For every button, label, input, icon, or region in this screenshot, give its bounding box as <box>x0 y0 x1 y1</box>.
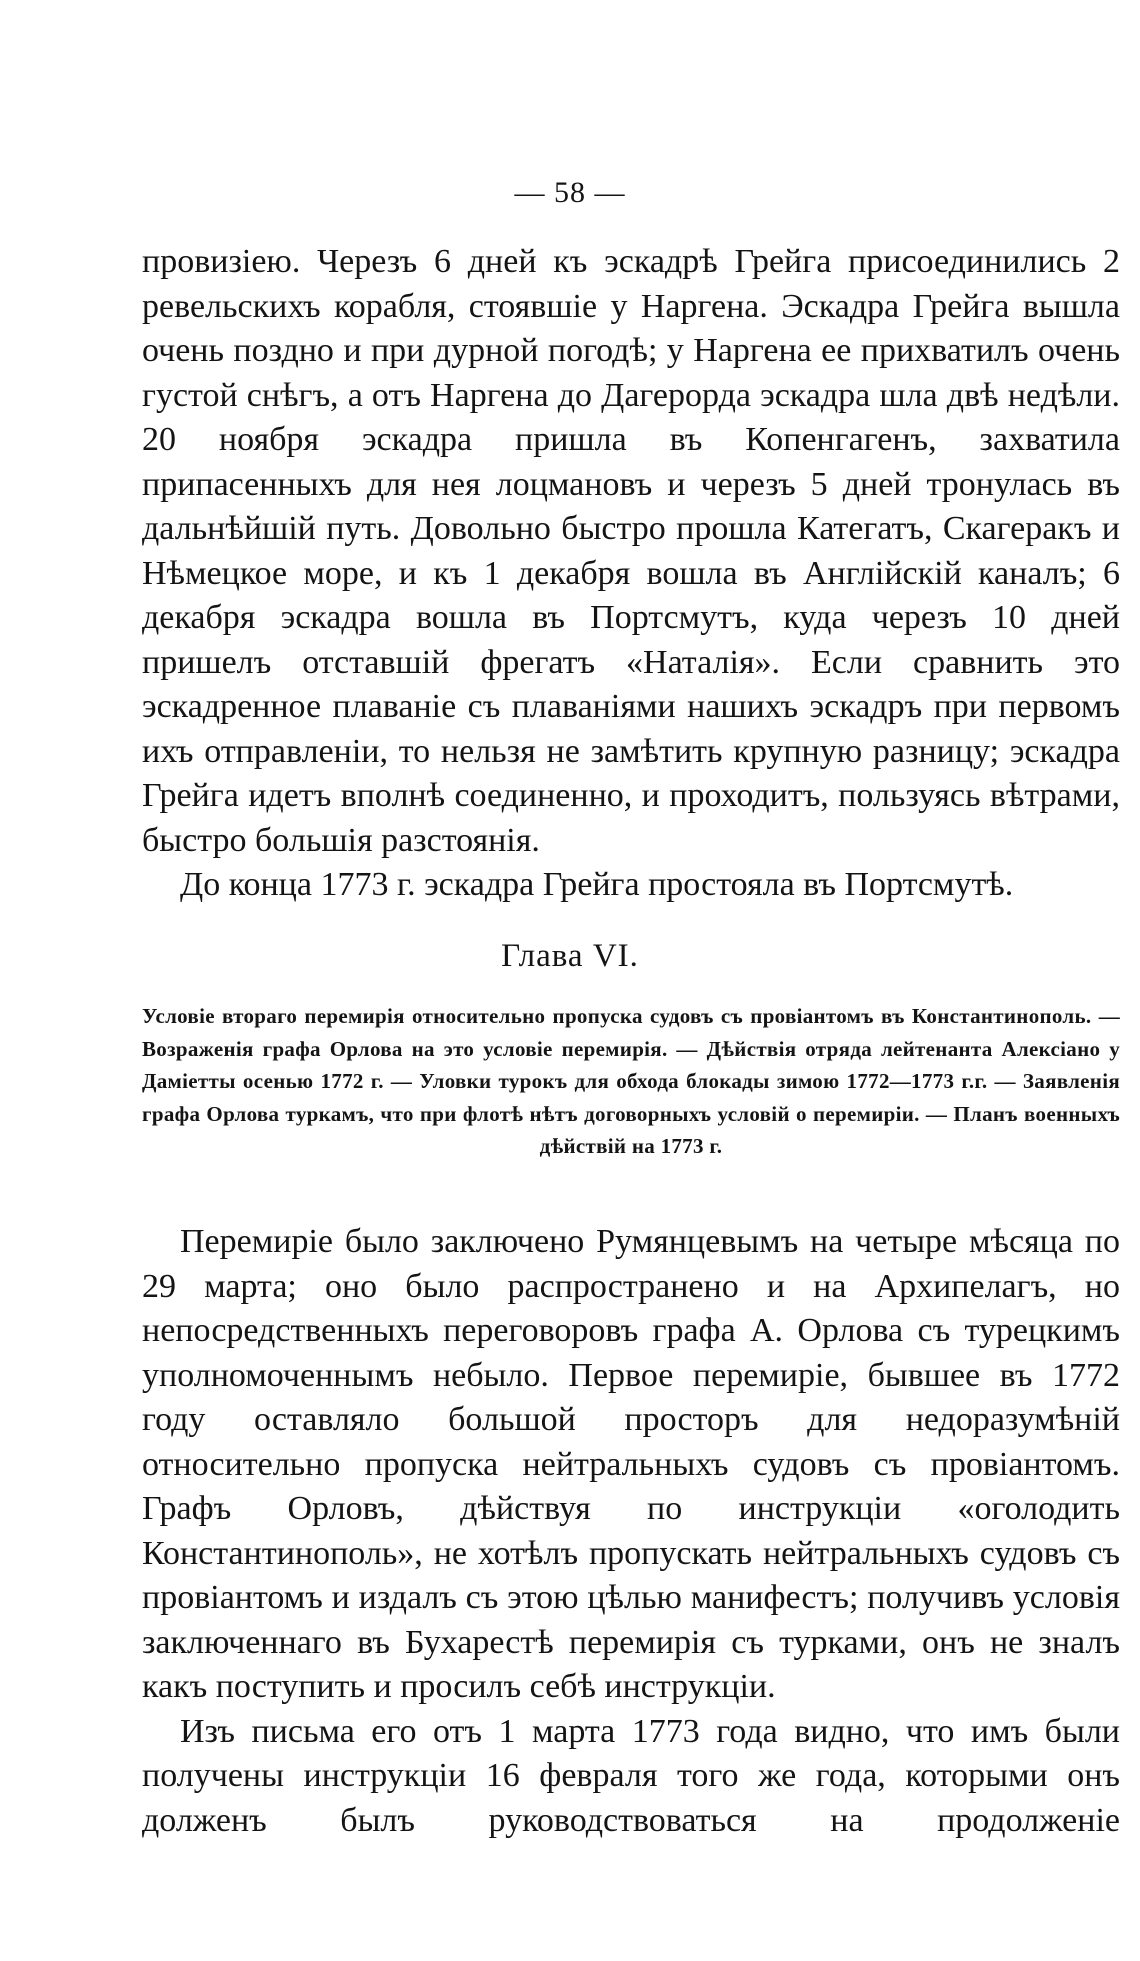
chapter-summary: Условіе втораго перемирія относительно пропуска судовъ съ провіантомъ въ Константинополь. — Возраженія графа Орлова на это условіе перемирія. — Дѣйствія отряда лейтенанта Алексіано у Даміетты осенью 1772 г. — Уловки турокъ для обхода блокады зимою 1772—1773 г.г. — Заявленія графа Орлова туркамъ, что при флотѣ нѣтъ договорныхъ условій о перемиріи. — Планъ военныхъ дѣйствій на 1773 г. <box>142 1004 1120 1158</box>
paragraph-greig-squadron: провизіею. Черезъ 6 дней къ эскадрѣ Грейга присоединились 2 ревельскихъ корабля, стоявшіе у Наргена. Эскадра Грейга вышла очень поздно и при дурной погодѣ; у Наргена ее прихватилъ очень густой снѣгъ, а отъ Наргена до Дагерорда эскадра шла двѣ недѣли. 20 ноября эскадра пришла въ Копенгагенъ, захватила припасенныхъ для нея лоцмановъ и черезъ 5 дней тронулась въ дальнѣйшій путь. Довольно быстро прошла Категатъ, Скагеракъ и Нѣмецкое море, и къ 1 декабря вошла въ Англійскій каналъ; 6 декабря эскадра вошла въ Портсмутъ, куда черезъ 10 дней пришелъ отставшій фрегатъ «Наталія». Если сравнить это эскадренное плаваніе съ плаваніями нашихъ эскадръ при первомъ ихъ отправленіи, то нельзя не замѣтить крупную разницу; эскадра Грейга идетъ вполнѣ соединенно, и проходитъ, пользуясь вѣтрами, быстро большія разстоянія. <box>142 243 1120 859</box>
paragraph-letter: Изъ письма его отъ 1 марта 1773 года видно, что имъ были получены инструкціи 16 февраля того же года, которыми онъ долженъ былъ руководствоваться на продолженіе <box>142 1712 1120 1839</box>
chapter-title: Глава VI. <box>501 938 639 974</box>
chapter-body <box>142 1220 1120 1843</box>
paragraph-portsmouth: До конца 1773 г. эскадра Грейга простояла въ Портсмутѣ. <box>180 866 1014 903</box>
paragraph-armistice: Перемиріе было заключено Румянцевымъ на четыре мѣсяца по 29 марта; оно было распространено и на Архипелагъ, но непосредственныхъ переговоровъ графа А. Орлова съ турецкимъ уполномоченнымъ небыло. Первое перемиріе, бывшее въ 1772 году оставляло большой просторъ для недоразумѣній относительно пропуска нейтральныхъ судовъ съ провіантомъ. Графъ Орловъ, дѣйствуя по инструкціи «оголодить Константинополь», не хотѣлъ пропускать нейтральныхъ судовъ съ провіантомъ и издалъ съ этою цѣлью манифестъ; получивъ условія заключеннаго въ Бухарестѣ перемирія съ турками, онъ не зналъ какъ поступить и просилъ себѣ инструкціи. <box>142 1223 1120 1705</box>
page-number: — 58 — <box>514 176 626 209</box>
section-continuation <box>142 240 1120 908</box>
